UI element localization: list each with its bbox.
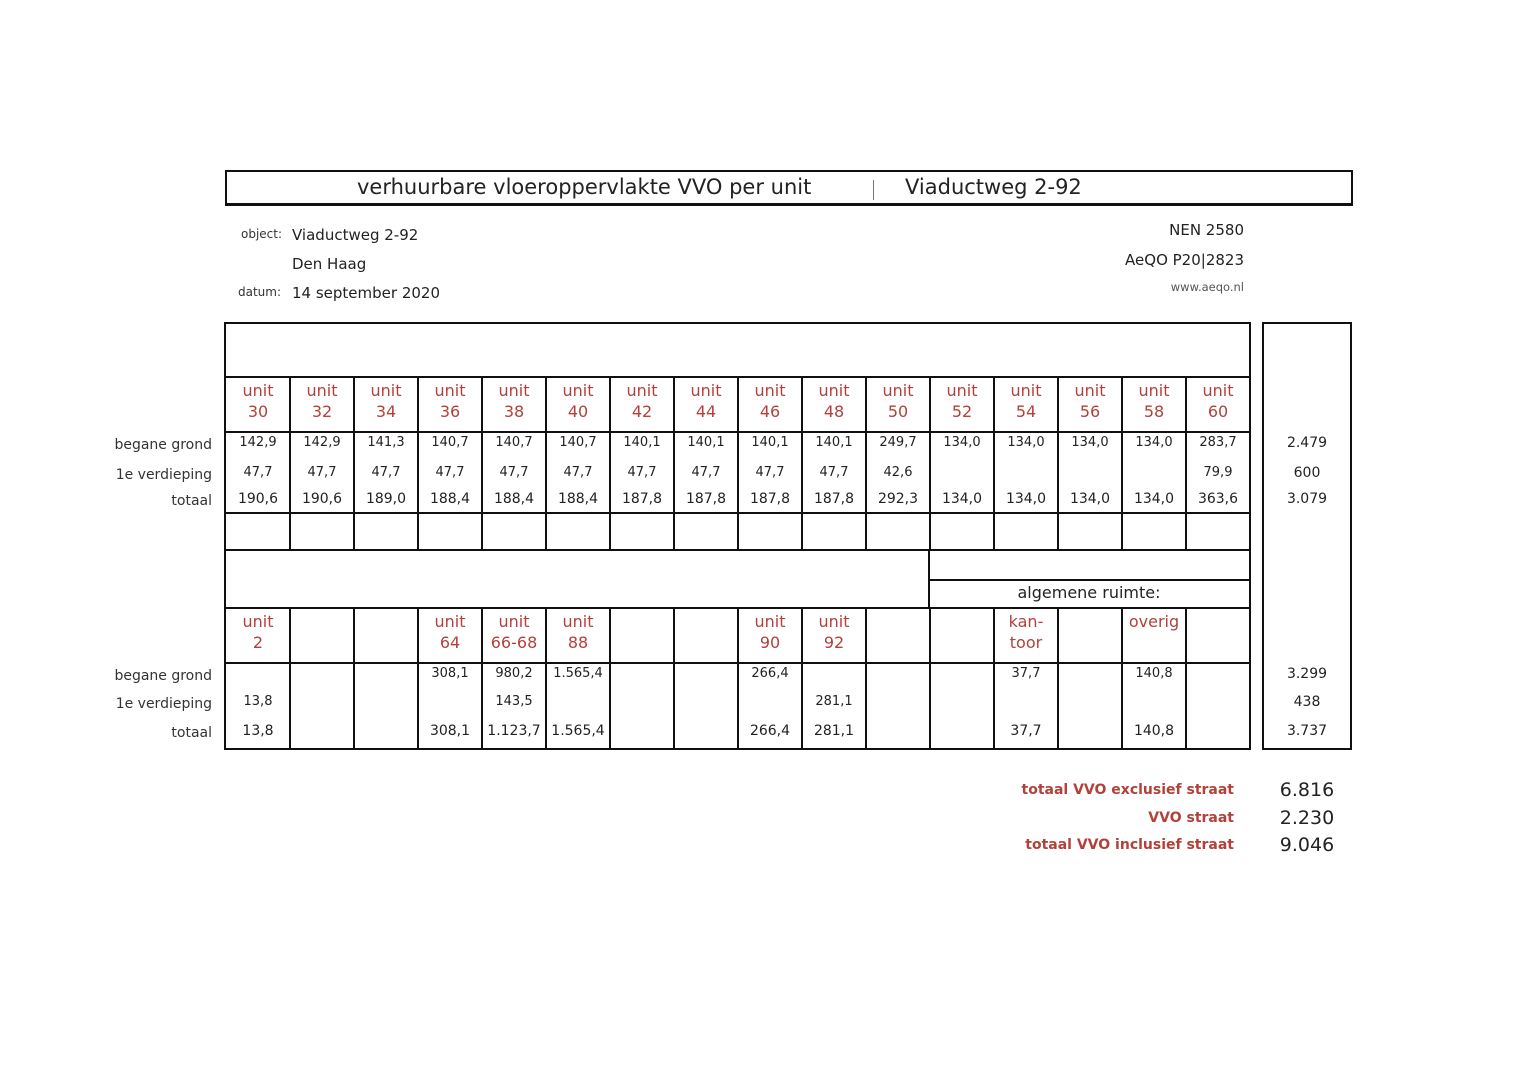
table2-begane-grond-cell: 266,4 <box>751 666 789 681</box>
table1-begane-grond-cell: 140,1 <box>687 435 725 450</box>
table2-unit-header: unit 64 <box>434 612 466 652</box>
table1-totaal-cell: 363,6 <box>1197 491 1239 507</box>
table1-eerste-verdieping-cell: 47,7 <box>563 465 593 480</box>
table2-row-label-eerste-verdieping: 1e verdieping <box>115 696 212 712</box>
table2-col-divider <box>609 607 611 749</box>
table1-eerste-verdieping-cell: 47,7 <box>691 465 721 480</box>
table1-unit-header: unit 56 <box>1074 381 1106 421</box>
table1-unit-header: unit 36 <box>434 381 466 421</box>
total-label: VVO straat <box>1148 810 1234 826</box>
norm-label: NEN 2580 <box>1169 221 1244 239</box>
table1-unit-header: unit 30 <box>242 381 274 421</box>
table2-begane-grond-cell: 140,8 <box>1135 666 1173 681</box>
datum-value: 14 september 2020 <box>292 284 441 302</box>
table1-sum-eerste-verdieping: 600 <box>1293 465 1321 481</box>
table2-sum-totaal: 3.737 <box>1286 723 1328 739</box>
table1-begane-grond-cell: 140,7 <box>495 435 533 450</box>
total-value: 6.816 <box>1279 779 1335 801</box>
total-label: totaal VVO inclusief straat <box>1025 837 1234 853</box>
table2-col-divider <box>673 607 675 749</box>
table1-begane-grond-cell: 140,1 <box>815 435 853 450</box>
table2-row-label-totaal: totaal <box>171 725 212 741</box>
table2-totaal-cell: 37,7 <box>1010 723 1042 739</box>
table1-totaal-cell: 134,0 <box>941 491 983 507</box>
table1-sum-begane-grond: 2.479 <box>1286 435 1328 451</box>
table2-totaal-cell: 281,1 <box>813 723 855 739</box>
table1-totaal-cell: 134,0 <box>1005 491 1047 507</box>
table1-unit-header: unit 46 <box>754 381 786 421</box>
table1-totaal-cell: 187,8 <box>749 491 791 507</box>
table1-totaal-cell: 187,8 <box>621 491 663 507</box>
table1-totaal-cell: 189,0 <box>365 491 407 507</box>
table2-col-divider <box>1185 607 1187 749</box>
table1-begane-grond-cell: 140,7 <box>431 435 469 450</box>
table2-col-divider <box>1057 607 1059 749</box>
table1-begane-grond-cell: 134,0 <box>1135 435 1173 450</box>
algemene-ruimte-label: algemene ruimte: <box>1017 583 1161 602</box>
table2-col-divider <box>289 607 291 749</box>
table2-totaal-cell: 308,1 <box>429 723 471 739</box>
table2-unit-header: kan- toor <box>1008 612 1044 652</box>
total-value: 2.230 <box>1279 807 1335 829</box>
table2-begane-grond-cell: 37,7 <box>1011 666 1041 681</box>
title-separator <box>873 180 874 200</box>
table1-eerste-verdieping-cell: 47,7 <box>307 465 337 480</box>
total-label: totaal VVO exclusief straat <box>1021 782 1234 798</box>
table1-unit-header: unit 34 <box>370 381 402 421</box>
table1-begane-grond-cell: 134,0 <box>943 435 981 450</box>
table1-begane-grond-cell: 141,3 <box>367 435 405 450</box>
table1-totaal-cell: 188,4 <box>429 491 471 507</box>
table1-totaal-cell: 188,4 <box>557 491 599 507</box>
table1-totaal-cell: 187,8 <box>813 491 855 507</box>
table1-totaal-cell: 134,0 <box>1069 491 1111 507</box>
table1-begane-grond-cell: 283,7 <box>1199 435 1237 450</box>
table1-row-label-begane-grond: begane grond <box>114 437 212 453</box>
table2-col-divider <box>865 607 867 749</box>
table1-unit-header: unit 32 <box>306 381 338 421</box>
table2-eerste-verdieping-cell: 281,1 <box>815 694 853 709</box>
total-value: 9.046 <box>1279 834 1335 856</box>
table2-begane-grond-cell: 980,2 <box>495 666 533 681</box>
table1-unit-header: unit 48 <box>818 381 850 421</box>
table2-begane-grond-cell: 308,1 <box>431 666 469 681</box>
table1-totaal-cell: 292,3 <box>877 491 919 507</box>
table1-eerste-verdieping-cell: 47,7 <box>755 465 785 480</box>
project-code: AeQO P20|2823 <box>1125 251 1244 269</box>
table1-bottom-line <box>224 549 1251 551</box>
table1-eerste-verdieping-cell: 47,7 <box>243 465 273 480</box>
city-value: Den Haag <box>292 255 367 273</box>
table1-begane-grond-cell: 142,9 <box>303 435 341 450</box>
table1-unit-header: unit 50 <box>882 381 914 421</box>
table2-col-divider <box>929 607 931 749</box>
table2-begane-grond-cell: 1.565,4 <box>553 666 603 681</box>
table1-begane-grond-cell: 140,1 <box>751 435 789 450</box>
table1-begane-grond-cell: 249,7 <box>879 435 917 450</box>
table2-totaal-cell: 13,8 <box>242 723 274 739</box>
table1-begane-grond-cell: 140,7 <box>559 435 597 450</box>
table1-eerste-verdieping-cell: 47,7 <box>819 465 849 480</box>
table1-unit-header: unit 60 <box>1202 381 1234 421</box>
table1-unit-header: unit 38 <box>498 381 530 421</box>
table1-eerste-verdieping-cell: 47,7 <box>435 465 465 480</box>
table2-unit-header: overig <box>1128 612 1180 631</box>
table2-eerste-verdieping-cell: 143,5 <box>495 694 533 709</box>
table1-eerste-verdieping-cell: 47,7 <box>499 465 529 480</box>
table1-begane-grond-cell: 140,1 <box>623 435 661 450</box>
table2-totaal-cell: 140,8 <box>1133 723 1175 739</box>
table1-totaal-cell: 134,0 <box>1133 491 1175 507</box>
table1-eerste-verdieping-cell: 42,6 <box>883 465 913 480</box>
table2-totaal-cell: 1.565,4 <box>551 723 605 739</box>
table1-begane-grond-cell: 134,0 <box>1007 435 1045 450</box>
page-title-address: Viaductweg 2-92 <box>905 175 1082 199</box>
table1-totaal-cell: 190,6 <box>237 491 279 507</box>
table1-row-label-totaal: totaal <box>171 493 212 509</box>
table1-unit-header: unit 44 <box>690 381 722 421</box>
table2-totaal-cell: 1.123,7 <box>487 723 541 739</box>
table2-unit-header: unit 66-68 <box>490 612 538 652</box>
algemene-line-top <box>928 579 1251 581</box>
summary-column-frame <box>1262 322 1352 750</box>
table1-totaal-cell: 188,4 <box>493 491 535 507</box>
table1-unit-header: unit 58 <box>1138 381 1170 421</box>
table1-totaal-cell: 190,6 <box>301 491 343 507</box>
object-label: object: <box>241 227 283 241</box>
table2-unit-header: unit 92 <box>818 612 850 652</box>
table1-eerste-verdieping-cell: 47,7 <box>627 465 657 480</box>
table2-row-label-begane-grond: begane grond <box>114 668 212 684</box>
table2-col-divider <box>353 607 355 749</box>
table1-sum-totaal: 3.079 <box>1286 491 1328 507</box>
table1-unit-header: unit 42 <box>626 381 658 421</box>
table2-unit-header: unit 88 <box>562 612 594 652</box>
table1-begane-grond-cell: 134,0 <box>1071 435 1109 450</box>
table2-sum-begane-grond: 3.299 <box>1286 666 1328 682</box>
website-link[interactable]: www.aeqo.nl <box>1170 280 1244 294</box>
table1-eerste-verdieping-cell: 79,9 <box>1203 465 1233 480</box>
table1-unit-header: unit 54 <box>1010 381 1042 421</box>
table1-unit-header: unit 52 <box>946 381 978 421</box>
table2-sum-eerste-verdieping: 438 <box>1293 694 1321 710</box>
table1-begane-grond-cell: 142,9 <box>239 435 277 450</box>
table1-row-label-eerste-verdieping: 1e verdieping <box>115 467 212 483</box>
table1-eerste-verdieping-cell: 47,7 <box>371 465 401 480</box>
table2-unit-header: unit 90 <box>754 612 786 652</box>
table2-totaal-cell: 266,4 <box>749 723 791 739</box>
table2-unit-header: unit 2 <box>242 612 274 652</box>
table2-eerste-verdieping-cell: 13,8 <box>243 694 273 709</box>
table1-unit-header: unit 40 <box>562 381 594 421</box>
datum-label: datum: <box>238 285 282 299</box>
table1-totaal-cell: 187,8 <box>685 491 727 507</box>
page-title: verhuurbare vloeroppervlakte VVO per unit <box>357 175 812 199</box>
object-value: Viaductweg 2-92 <box>292 226 419 244</box>
